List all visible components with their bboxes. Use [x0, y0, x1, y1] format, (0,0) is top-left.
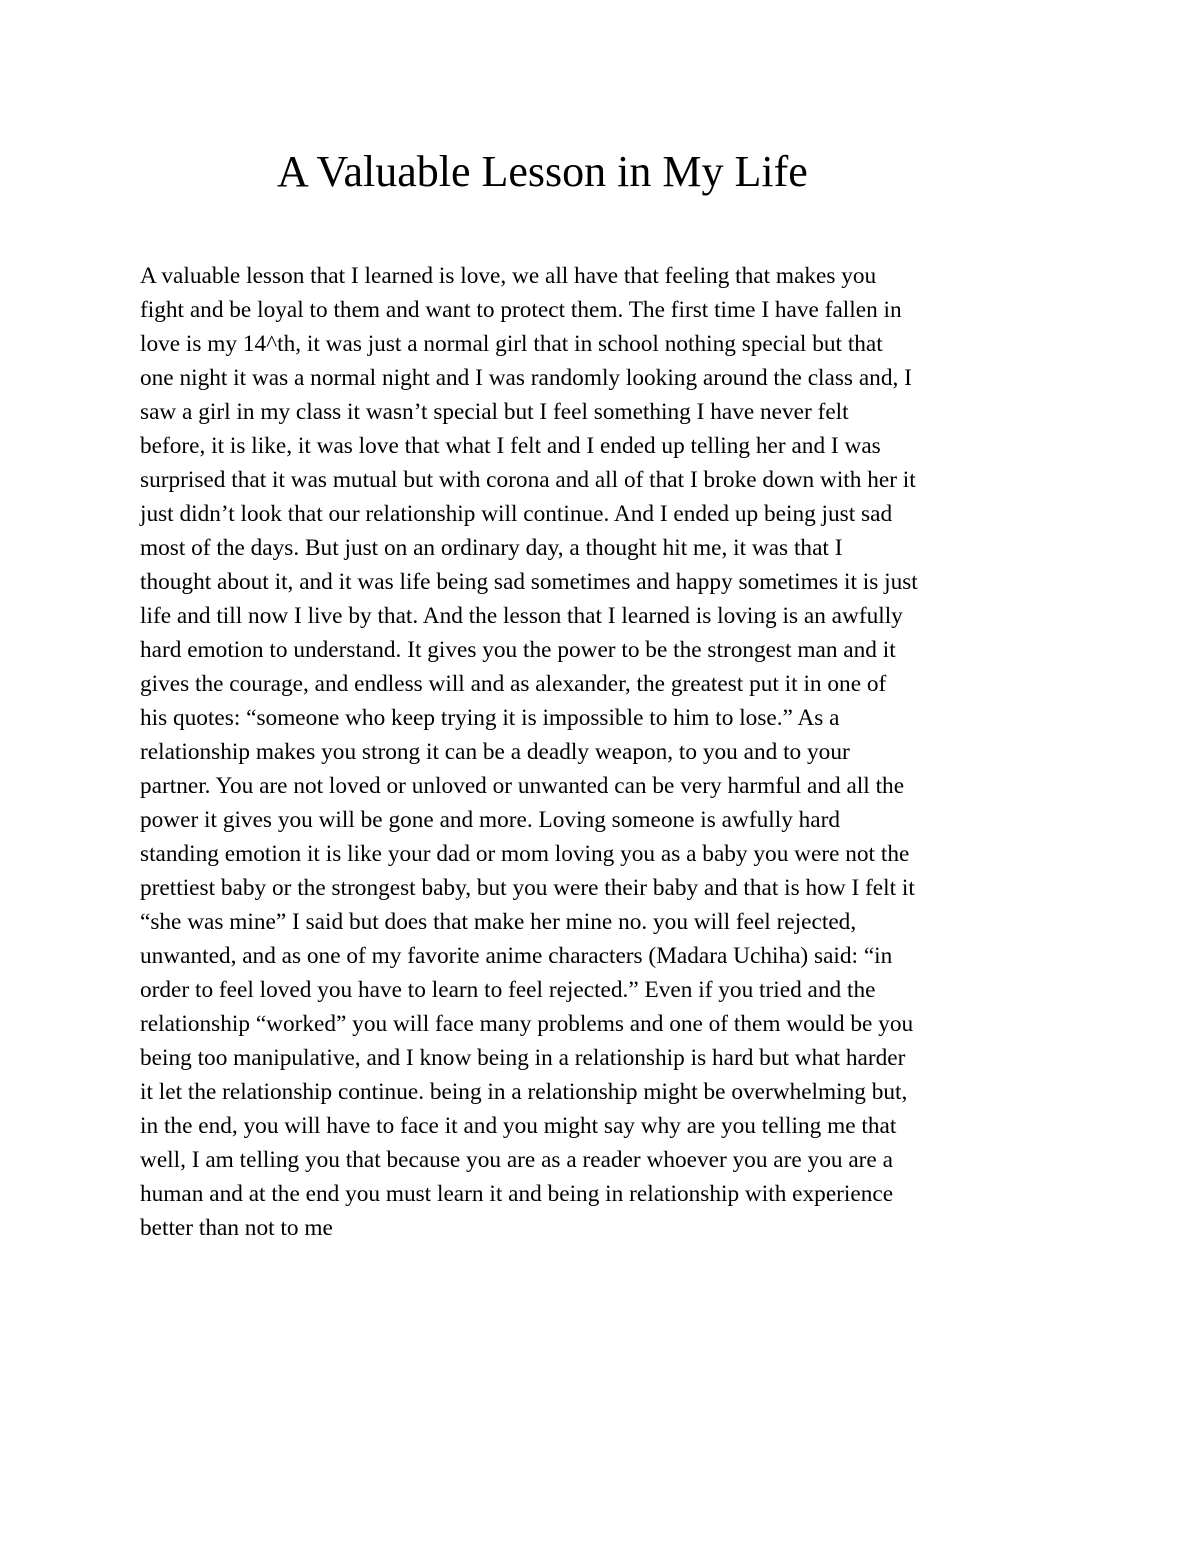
body-line-26: in the end, you will have to face it and you might say why are you telling me that [140, 1113, 897, 1139]
body-line-2: fight and be loyal to them and want to protect them. The first time I have fallen in [140, 297, 902, 323]
body-line-23: relationship “worked” you will face many problems and one of them would be you [140, 1011, 914, 1037]
document-title: A Valuable Lesson in My Life [277, 147, 808, 196]
body-line-20: “she was mine” I said but does that make her mine no. you will feel rejected, [140, 909, 857, 935]
body-line-28: human and at the end you must learn it and being in relationship with experience [140, 1181, 894, 1207]
body-line-15: relationship makes you strong it can be a deadly weapon, to you and to your [140, 739, 850, 765]
body-line-29: better than not to me [140, 1215, 333, 1241]
body-line-27: well, I am telling you that because you are as a reader whoever you are you are a [140, 1147, 893, 1173]
body-line-22: order to feel loved you have to learn to feel rejected.” Even if you tried and the [140, 977, 876, 1003]
body-line-1: A valuable lesson that I learned is love, we all have that feeling that makes you [140, 263, 877, 289]
body-line-6: before, it is like, it was love that what I felt and I ended up telling her and I was [140, 433, 881, 459]
body-line-9: most of the days. But just on an ordinary day, a thought hit me, it was that I [140, 535, 843, 561]
body-line-12: hard emotion to understand. It gives you the power to be the strongest man and it [140, 637, 896, 663]
body-line-21: unwanted, and as one of my favorite anime characters (Madara Uchiha) said: “in [140, 943, 893, 969]
body-line-19: prettiest baby or the strongest baby, but you were their baby and that is how I felt it [140, 875, 915, 901]
body-line-24: being too manipulative, and I know being in a relationship is hard but what harder [140, 1045, 906, 1071]
body-line-25: it let the relationship continue. being in a relationship might be overwhelming but, [140, 1079, 908, 1105]
body-line-11: life and till now I live by that. And the lesson that I learned is loving is an awfully [140, 603, 903, 629]
body-line-5: saw a girl in my class it wasn’t special but I feel something I have never felt [140, 399, 849, 425]
body-line-8: just didn’t look that our relationship will continue. And I ended up being just sad [140, 501, 893, 527]
body-line-18: standing emotion it is like your dad or mom loving you as a baby you were not the [140, 841, 910, 867]
body-line-14: his quotes: “someone who keep trying it is impossible to him to lose.” As a [140, 705, 840, 731]
body-line-7: surprised that it was mutual but with corona and all of that I broke down with her it [140, 467, 916, 493]
body-line-17: power it gives you will be gone and more. Loving someone is awfully hard [140, 807, 841, 833]
body-line-16: partner. You are not loved or unloved or unwanted can be very harmful and all the [140, 773, 905, 799]
body-line-10: thought about it, and it was life being sad sometimes and happy sometimes it is just [140, 569, 918, 595]
document-body [140, 259, 1080, 1245]
body-line-13: gives the courage, and endless will and as alexander, the greatest put it in one of [140, 671, 887, 697]
body-line-3: love is my 14^th, it was just a normal girl that in school nothing special but that [140, 331, 883, 357]
body-line-4: one night it was a normal night and I was randomly looking around the class and, I [140, 365, 912, 391]
